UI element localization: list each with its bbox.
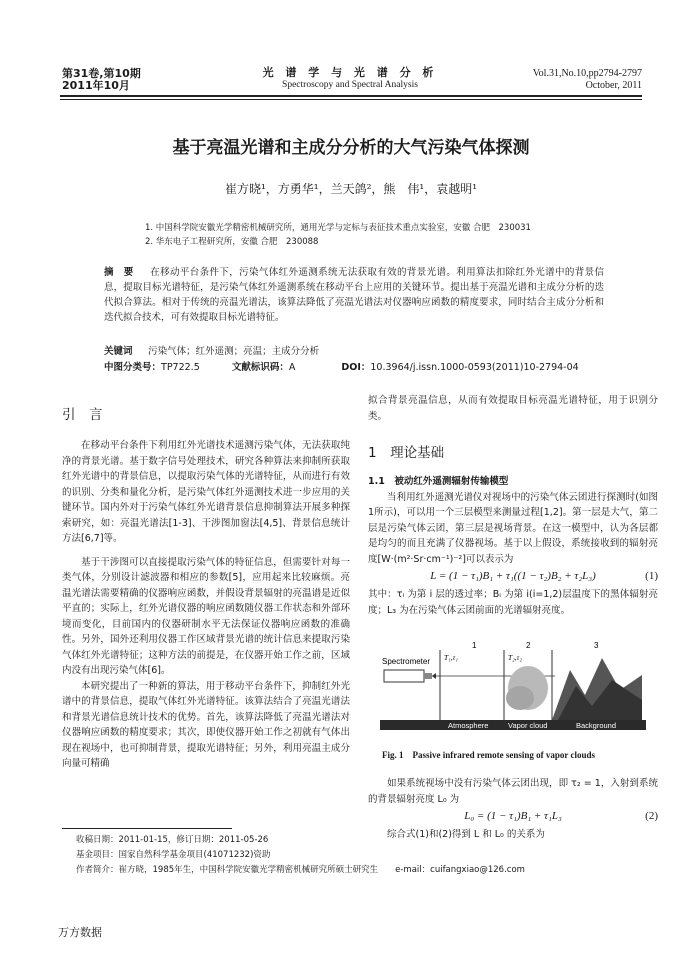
equation-1-number: (1): [645, 570, 658, 582]
footnote-received: 收稿日期：2011-01-15，修订日期：2011-05-26: [76, 835, 269, 845]
intro-paragraph-2: 基于干涉图可以直接提取污染气体的特征信息，但需要针对每一类气体，分别设计滤波器和相应的参数[5]，应用起来比较麻烦。亮温光谱法需要精确的仪器响应函数，并假设背景辐射的亮温谱是近似平直的；实际上，红外光谱仪器的响应函数随仪器工作状态和外部环境而变化，目前国内的仪器研制水平无法保证仪器响应函数的准确性。另外，国外还利用仪器工作区域背景光谱的统计信息来提取污染气体红外光谱特征；这种方法的前提是，在仪器开始工作之前，区域内没有出现污染气体[6]。: [62, 556, 350, 676]
spectrometer-box: [384, 670, 424, 682]
section-1-heading: 1 理论基础: [368, 445, 445, 461]
header-rule-thin: [60, 99, 642, 100]
spectrometer-lens: [424, 673, 432, 679]
abstract-text: 在移动平台条件下，污染气体红外遥测系统无法获取有效的背景光谱。利用算法扣除红外光谱中的背景信息，提取目标光谱特征，是污染气体红外遥测系统在移动平台上应用的关键环节。提出基于亮温光谱和主成分分析的迭代拟合算法。相对于传统的亮温光谱法，该算法降低了亮温光谱法对仪器响应函数的精度要求，同时结合主成分分析和迭代拟合技术，可有效提取目标光谱特征。: [104, 267, 604, 323]
issue-info: [62, 68, 141, 92]
figure-1: [380, 640, 646, 740]
vapor-cloud-label: Vapor cloud: [508, 721, 548, 730]
spectrometer-label: Spectrometer: [382, 657, 431, 666]
keywords: [104, 345, 319, 359]
layer-number-3: 3: [594, 641, 599, 650]
background-label: Background: [576, 721, 617, 730]
layer-1-params: T₁,τ₁: [444, 653, 458, 662]
atmosphere-label: Atmosphere: [448, 721, 489, 730]
equation-2-body: L₀ = (1 − τ₁)B₁ + τ₁L₃: [464, 810, 562, 822]
equation-1-body: L = (1 − τ₁)B₁ + τ₁((1 − τ₂)B₂ + τ₂L₃): [430, 570, 596, 582]
volume-cn: 第31卷,第10期: [62, 67, 141, 80]
equation-1-explanation: 其中：τᵢ 为第 i 层的透过率；Bᵢ 为第 i(i=1,2)层温度下的黑体辐射亮度；L₃ 为在污染气体云团前面的光谱辐射亮度。: [368, 589, 658, 616]
no-cloud-paragraph: 如果系统视场中没有污染气体云团出现，即 τ₂ = 1，入射到系统的背景辐射亮度 L₀ 为: [368, 778, 658, 805]
doc-code-value: A: [288, 362, 296, 373]
volume-en: Vol.31,No.10,pp2794-2797: [532, 68, 642, 79]
paper-title: 基于亮温光谱和主成分分析的大气污染气体探测: [172, 138, 530, 158]
doi-value: 10.3964/j.issn.1000-0593(2011)10-2794-04: [370, 362, 579, 373]
affiliation-2: 2. 华东电子工程研究所，安徽 合肥 230088: [145, 237, 319, 247]
abstract: [104, 265, 604, 325]
journal-name: [250, 66, 450, 92]
layer-number-2: 2: [526, 641, 531, 650]
keywords-text: 污染气体；红外遥测；亮温；主成分分析: [148, 346, 320, 357]
layer-number-1: 1: [472, 641, 477, 650]
abstract-label: 摘 要: [104, 267, 134, 278]
footnote-fund: 基金项目：国家自然科学基金项目(41071232)资助: [76, 850, 271, 860]
journal-cn: 光 谱 学 与 光 谱 分 析: [262, 66, 438, 79]
date-cn: 2011年10月: [62, 79, 130, 92]
equation-2: [368, 809, 658, 827]
right-column-top: [368, 393, 658, 424]
intro-body: [62, 438, 350, 772]
combine-paragraph: 综合式(1)和(2)得到 L 和 L₀ 的关系为: [387, 829, 545, 840]
subsection-1-1-heading: 1.1 被动红外遥测辐射传输模型: [368, 476, 509, 487]
intro-paragraph-3: 本研究提出了一种新的算法，用于移动平台条件下，抑制红外光谱中的背景信息，提取气体红外光谱特征。该算法结合了亮温光谱法和背景光谱信息统计技术的优势。首先，该算法降低了亮温光谱法对仪器响应函数的精度要求；其次，即使仪器开始工作之初就有气体出现在视场中，也可抑制背景，提取光谱特征；另外，利用亮温主成分向量可精确: [62, 680, 350, 769]
affiliation-1: 1. 中国科学院安徽光学精密机械研究所，通用光学与定标与表征技术重点实验室，安徽 合肥 230031: [145, 223, 531, 233]
equation-1: [368, 569, 658, 587]
header-rule: [60, 95, 642, 97]
authors: 崔方晓¹，方勇华¹，兰天鸽²，熊 伟¹，袁越明¹: [224, 182, 478, 196]
doc-code-label: 文献标识码：: [231, 362, 289, 373]
footnote-author-bio: 作者简介：崔方晓，1985年生，中国科学院安徽光学精密机械研究所硕士研究生 e-mail：cuifangxiao@126.com: [76, 865, 525, 875]
section-1-body: [368, 474, 658, 618]
journal-en: Spectroscopy and Spectral Analysis: [282, 80, 418, 90]
classification: [104, 361, 604, 375]
date-en: October, 2011: [585, 80, 642, 91]
section-1-body-continued: [368, 776, 658, 843]
clc-value: TP722.5: [161, 362, 200, 373]
figure-1-caption: Fig. 1 Passive infrared remote sensing of vapor clouds: [382, 750, 595, 760]
layer-2-params: T₂,τ₂: [508, 653, 522, 662]
equation-2-number: (2): [645, 810, 658, 822]
vapor-cloud-shade: [506, 686, 534, 710]
intro-heading: 引 言: [62, 407, 103, 423]
watermark: 万方数据: [58, 926, 102, 939]
doi-label: DOI：: [341, 362, 371, 373]
model-paragraph: 当利用红外遥测光谱仪对视场中的污染气体云团进行探测时(如图1所示)，可以用一个三层模型来测量过程[1,2]。第一层是大气，第二层是污染气体云团，第三层是视场背景。在这一模型中，认为各层都是均匀的而且充满了仪器视场。基于以上假设，系统接收到的辐射亮度[W·(m²·Sr·cm⁻¹)⁻²]可以表示为: [368, 491, 658, 565]
issue-info-en: [533, 68, 642, 92]
keywords-label: 关键词: [104, 346, 133, 357]
clc-label: 中图分类号：: [104, 362, 162, 373]
footnote-rule: [62, 828, 232, 829]
intro-continuation: 拟合背景亮温信息，从而有效提取目标亮温光谱特征，用于识别分类。: [368, 395, 658, 422]
intro-paragraph-1: 在移动平台条件下利用红外光谱技术遥测污染气体，无法获取纯净的背景光谱。基于数字信号处理技术，研究各种算法来抑制所获取红外光谱中的背景信息，以提取污染气体的光谱特征，从而进行有效的识别、分类和量化分析，是污染气体红外遥测技术进一步应用的关键环节。国内外对于污染气体红外光谱背景信息抑制算法开展多种探索研究，如：亮温光谱法[1-3]、干涉图加窗法[4,5]、背景信息统计方法[6,7]等。: [62, 440, 350, 544]
